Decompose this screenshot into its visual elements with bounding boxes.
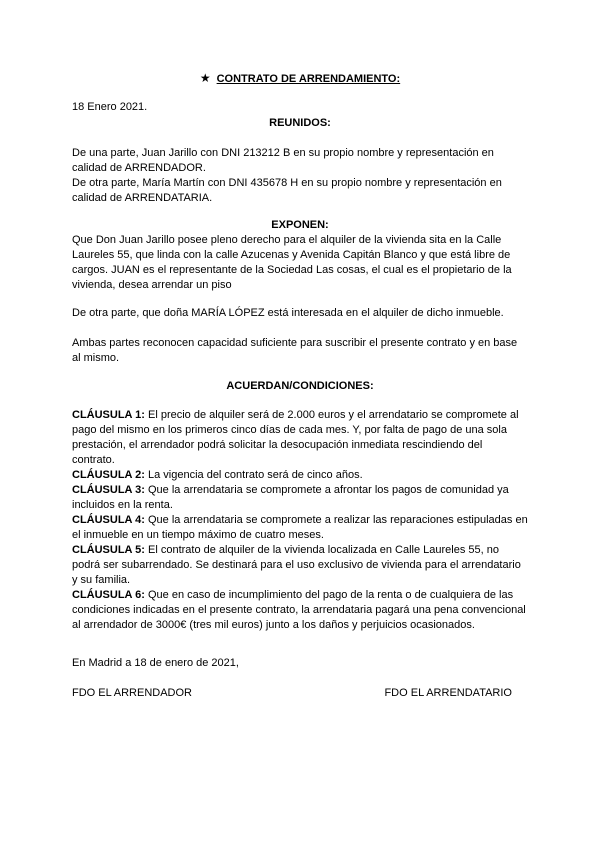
place-date: En Madrid a 18 de enero de 2021, xyxy=(72,657,239,669)
exponen-heading: EXPONEN: xyxy=(271,219,329,231)
clause-2 xyxy=(72,468,528,483)
exponen-paragraph-1: Que Don Juan Jarillo posee pleno derecho para el alquiler de la vivienda sita en la Calle Laureles 55, que linda con la calle Azucenas y Avenida Capitán Blanco y que está libre de cargos. JUAN es el representante de la Sociedad Las cosas, el cual es el propietario de la vivienda, desea arrendar un piso xyxy=(72,234,512,291)
document-date: 18 Enero 2021. xyxy=(72,101,148,113)
reunidos-heading: REUNIDOS: xyxy=(269,117,331,129)
title-text: CONTRATO DE ARRENDAMIENTO: xyxy=(216,73,401,85)
clause-6 xyxy=(72,588,528,633)
clause-4-text: Que la arrendataria se compromete a realizar las reparaciones estipuladas en el inmueble en un tiempo máximo de cuatro meses. xyxy=(72,514,528,541)
clause-3-label: CLÁUSULA 3: xyxy=(72,484,145,496)
clause-6-text: Que en caso de incumplimiento del pago de la renta o de cualquiera de las condiciones indicadas en el presente contrato, la arrendataria pagará una pena convencional al arrendador de 3000€ (tres mil euros) junto a los daños y perjuicios ocasionados. xyxy=(72,589,526,631)
document-title xyxy=(0,71,600,87)
exponen-paragraph-2: De otra parte, que doña MARÍA LÓPEZ está interesada en el alquiler de dicho inmueble. xyxy=(72,307,504,319)
reunidos-section xyxy=(72,146,528,206)
signature-row xyxy=(72,686,528,701)
exponen-paragraph-3: Ambas partes reconocen capacidad suficiente para suscribir el presente contrato y en base al mismo. xyxy=(72,337,518,364)
exponen-section xyxy=(72,233,528,293)
clause-2-text: La vigencia del contrato será de cinco años. xyxy=(144,469,363,481)
star-icon: ★ xyxy=(199,71,211,85)
reunidos-paragraph-2: De otra parte, María Martín con DNI 435678 H en su propio nombre y representación en calidad de ARRENDATARIA. xyxy=(72,177,502,204)
clause-1 xyxy=(72,408,528,468)
clause-1-label: CLÁUSULA 1: xyxy=(72,409,145,421)
signature-arrendatario: FDO EL ARRENDATARIO xyxy=(384,687,512,699)
clause-3 xyxy=(72,483,528,513)
clause-6-label: CLÁUSULA 6: xyxy=(72,589,145,601)
signature-arrendador: FDO EL ARRENDADOR xyxy=(72,687,193,699)
clause-5-text: El contrato de alquiler de la vivienda localizada en Calle Laureles 55, no podrá ser subarrendado. Se destinará para el uso exclusivo de vivienda para el arrendatario y su familia. xyxy=(72,544,521,586)
clause-5-label: CLÁUSULA 5: xyxy=(72,544,145,556)
clause-3-text: Que la arrendataria se compromete a afrontar los pagos de comunidad ya incluidos en la renta. xyxy=(72,484,509,511)
clause-5 xyxy=(72,543,528,588)
reunidos-paragraph-1: De una parte, Juan Jarillo con DNI 213212 B en su propio nombre y representación en calidad de ARRENDADOR. xyxy=(72,147,494,174)
clause-4-label: CLÁUSULA 4: xyxy=(72,514,145,526)
clause-2-label: CLÁUSULA 2: xyxy=(72,469,145,481)
clauses-section xyxy=(72,408,528,633)
acuerdan-heading: ACUERDAN/CONDICIONES: xyxy=(226,380,374,392)
clause-4 xyxy=(72,513,528,543)
clause-1-text: El precio de alquiler será de 2.000 euros y el arrendatario se compromete al pago del mismo en los primeros cinco días de cada mes. Y, por falta de pago de una sola prestación, el arrendador podrá solicitar la desocupación inmediata rescindiendo del contrato. xyxy=(72,409,519,466)
